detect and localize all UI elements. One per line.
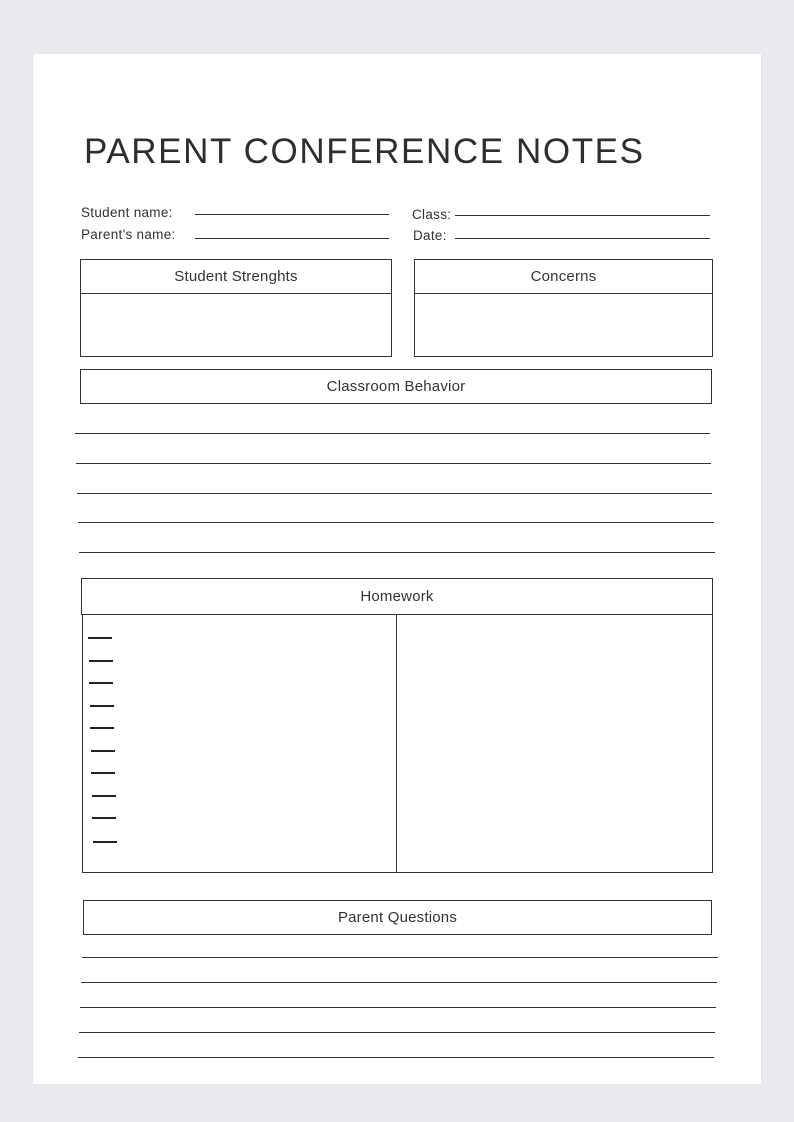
checklist-dash[interactable] (92, 817, 116, 819)
behavior-line[interactable] (76, 463, 711, 464)
strengths-box[interactable] (80, 259, 392, 357)
checklist-dash[interactable] (89, 682, 113, 684)
class-line[interactable] (455, 215, 710, 216)
behavior-line[interactable] (78, 522, 714, 523)
checklist-dash[interactable] (90, 705, 114, 707)
behavior-line[interactable] (79, 552, 715, 553)
checklist-dash[interactable] (89, 660, 113, 662)
homework-heading: Homework (81, 578, 713, 615)
questions-heading: Parent Questions (83, 900, 712, 935)
questions-line[interactable] (82, 957, 718, 958)
homework-column-divider (396, 614, 397, 873)
concerns-heading: Concerns (415, 260, 712, 294)
date-line[interactable] (455, 238, 710, 239)
questions-line[interactable] (80, 1007, 716, 1008)
concerns-box[interactable] (414, 259, 713, 357)
page-title: PARENT CONFERENCE NOTES (84, 132, 645, 171)
checklist-dash[interactable] (90, 727, 114, 729)
behavior-line[interactable] (75, 433, 710, 434)
questions-line[interactable] (81, 982, 717, 983)
questions-line[interactable] (78, 1057, 714, 1058)
parents-name-label: Parent's name: (81, 227, 176, 242)
checklist-dash[interactable] (91, 750, 115, 752)
student-name-line[interactable] (195, 214, 389, 215)
date-label: Date: (413, 228, 447, 243)
student-name-label: Student name: (81, 205, 173, 220)
checklist-dash[interactable] (88, 637, 112, 639)
strengths-heading: Student Strenghts (81, 260, 391, 294)
checklist-dash[interactable] (91, 772, 115, 774)
homework-box[interactable] (82, 614, 713, 873)
checklist-dash[interactable] (93, 841, 117, 843)
questions-line[interactable] (79, 1032, 715, 1033)
behavior-heading: Classroom Behavior (80, 369, 712, 404)
parents-name-line[interactable] (195, 238, 389, 239)
checklist-dash[interactable] (92, 795, 116, 797)
behavior-line[interactable] (77, 493, 712, 494)
class-label: Class: (412, 207, 452, 222)
